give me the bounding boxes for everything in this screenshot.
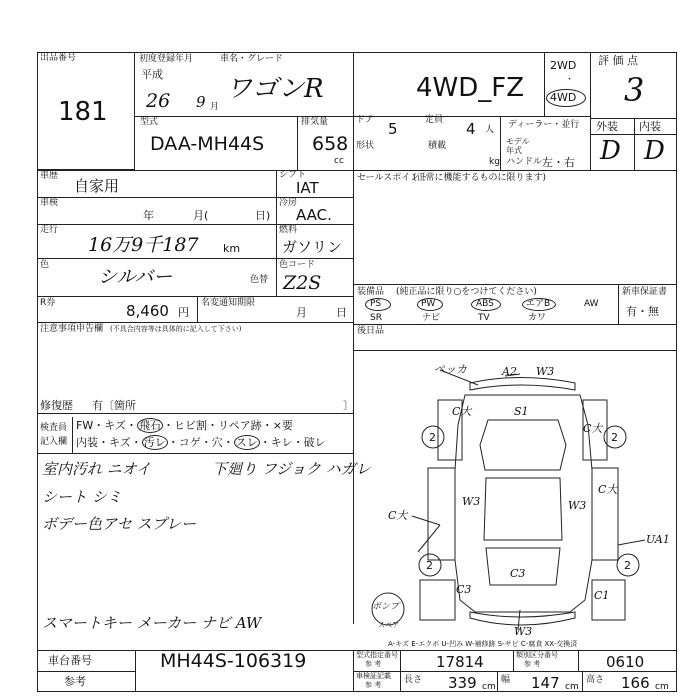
mark-2-lf: 2 bbox=[429, 431, 436, 444]
mark-spare: スペア bbox=[378, 621, 399, 629]
type-cert-value: 17814 bbox=[436, 653, 484, 671]
equip-sr: SR bbox=[370, 313, 382, 323]
cert-label: 車検証記載 bbox=[356, 672, 391, 680]
shape-label: 形状 bbox=[356, 141, 375, 151]
inspector-note-3: ボデー色アセ スプレー bbox=[42, 515, 197, 533]
repair-close: 〕 bbox=[343, 399, 354, 412]
name-label: 車名・グレード bbox=[220, 54, 284, 64]
mark-pekka: ペッカ bbox=[434, 363, 467, 376]
length-value: 339 bbox=[448, 674, 477, 692]
equip-aw: AW bbox=[584, 299, 599, 309]
class-sub: 参 考 bbox=[524, 660, 541, 668]
class-value: 0610 bbox=[606, 653, 645, 671]
aircon-label: 冷房 bbox=[279, 198, 298, 208]
mileage-value: 16万9千187 bbox=[88, 234, 199, 256]
mark-c3-center: C3 bbox=[510, 567, 526, 580]
drive-4wd: 4WD bbox=[550, 91, 577, 104]
car-name: ワゴンR bbox=[226, 74, 324, 104]
model-year-label2: 年式 bbox=[506, 146, 522, 155]
model-label: 型式 bbox=[140, 117, 159, 127]
type-cert-sub: 参 考 bbox=[365, 660, 382, 668]
length-unit: cm bbox=[482, 682, 496, 692]
check-scuff: スレ bbox=[235, 436, 258, 449]
chassis-value: MH44S-106319 bbox=[160, 650, 307, 672]
mark-w3-left: W3 bbox=[462, 495, 481, 508]
handle-label: ハンドル bbox=[506, 157, 543, 167]
warranty-value: 有・無 bbox=[626, 305, 659, 318]
shift-value: IAT bbox=[296, 179, 319, 197]
grade: 4WD_FZ bbox=[416, 73, 525, 103]
mark-c-right-front: C大 bbox=[583, 422, 603, 435]
equip-abs: ABS bbox=[476, 299, 494, 309]
disp-label: 排気量 bbox=[301, 117, 329, 127]
mark-pump: ポンプ bbox=[372, 602, 400, 612]
inspection-label: 車検 bbox=[40, 198, 59, 208]
fuel-label: 燃料 bbox=[279, 225, 298, 235]
era: 平成 bbox=[141, 68, 163, 81]
exterior-grade: D bbox=[600, 136, 621, 166]
handle-value: 左・右 bbox=[542, 156, 575, 169]
inspector-note-1: 室内汚れ ニオイ bbox=[42, 460, 152, 478]
interior-grade: D bbox=[644, 136, 665, 166]
disp-value: 658 bbox=[312, 133, 349, 155]
equip-airbag: エアB bbox=[526, 299, 551, 309]
selling-points-sub: (正常に機能するものに限ります) bbox=[413, 173, 547, 183]
width-label: 幅 bbox=[501, 675, 511, 685]
cap-label: 定員 bbox=[425, 115, 444, 125]
inspector-note-4: 下廻り フジョク ハガレ bbox=[212, 460, 371, 478]
equip-tv: TV bbox=[478, 313, 490, 323]
interior-label: 内装 bbox=[639, 120, 661, 133]
mark-ua1: UA1 bbox=[646, 533, 670, 546]
mark-c-right-mid: C大 bbox=[598, 483, 618, 496]
later-installed-label: 後日品 bbox=[357, 326, 385, 336]
cert-sub: 参 考 bbox=[365, 681, 382, 689]
reg-year: 26 bbox=[146, 90, 171, 112]
name-change-month: 月 bbox=[296, 306, 307, 319]
shift-label: シフト bbox=[279, 170, 307, 180]
mileage-label: 走行 bbox=[40, 225, 59, 235]
inspector-note-5: スマートキー メーカー ナビ AW bbox=[42, 614, 262, 632]
repair-value: 有〔箇所 bbox=[92, 399, 136, 412]
usage-value: 自家用 bbox=[74, 177, 120, 195]
color-code-label: 色コード bbox=[279, 260, 316, 270]
fuel-value: ガソリン bbox=[282, 238, 343, 256]
damage-legend: A-キズ E-エクボ U-凹み W-補修跡 S-サビ C-腐食 XX-交換済 bbox=[388, 640, 578, 648]
lot-label: 出品番号 bbox=[40, 53, 77, 63]
color-change-label: 色替 bbox=[250, 275, 269, 285]
reg-label: 初度登録年月 bbox=[139, 54, 194, 64]
equipment-sub: (純正品に限り○をつけてください) bbox=[396, 287, 537, 297]
model-value: DAA-MH44S bbox=[150, 133, 265, 155]
mark-c3-left: C3 bbox=[456, 583, 472, 596]
width-unit: cm bbox=[565, 682, 579, 692]
width-value: 147 bbox=[531, 674, 560, 692]
mark-c1-right: C1 bbox=[594, 589, 610, 602]
name-change-day: 日 bbox=[336, 306, 347, 319]
selling-points-label: セールスポイント bbox=[357, 173, 429, 183]
color-code: Z2S bbox=[283, 272, 322, 294]
equip-pw: PW bbox=[421, 299, 436, 309]
mark-2-lr: 2 bbox=[426, 559, 433, 572]
mark-2-rf: 2 bbox=[611, 431, 618, 444]
reg-month: 9 bbox=[196, 93, 206, 111]
equipment-label: 装備品 bbox=[357, 287, 385, 297]
mark-w3-right: W3 bbox=[568, 499, 587, 512]
mark-2-rr: 2 bbox=[624, 559, 631, 572]
height-unit: cm bbox=[655, 682, 669, 692]
lot-number: 181 bbox=[58, 97, 108, 127]
equip-navi: ナビ bbox=[422, 313, 441, 323]
recycle-value: 8,460 bbox=[126, 302, 169, 320]
length-label: 長さ bbox=[404, 675, 423, 685]
cap-unit: 人 bbox=[485, 125, 495, 135]
mark-w3-rear: W3 bbox=[514, 625, 533, 638]
mileage-unit: km bbox=[223, 242, 241, 255]
check-dirty: 汚レ bbox=[143, 436, 166, 449]
door-value: 5 bbox=[388, 120, 398, 138]
inspection-month: 月( bbox=[193, 209, 209, 222]
dealer-label: ディーラー・並行 bbox=[508, 120, 580, 130]
chassis-ref: 参考 bbox=[64, 675, 86, 688]
notes-label: 注意事項申告欄 bbox=[40, 324, 104, 334]
cap-value: 4 bbox=[466, 120, 476, 138]
load-label: 積載 bbox=[428, 141, 447, 151]
door-label: ドア bbox=[356, 115, 374, 125]
check-label-1: 検査員 bbox=[40, 423, 68, 433]
check-row-2: 内装・キズ・ 汚レ ・コゲ・穴・ スレ ・キレ・破レ bbox=[76, 436, 326, 449]
disp-unit: cc bbox=[334, 156, 344, 166]
equip-leather: カワ bbox=[528, 313, 547, 323]
mark-w3-front: W3 bbox=[536, 365, 555, 378]
kg-unit: kg bbox=[489, 157, 500, 167]
usage-label: 車歴 bbox=[40, 171, 59, 181]
check-stone: 飛石 bbox=[139, 419, 161, 432]
warranty-label: 新車保証書 bbox=[622, 287, 668, 297]
inspection-year: 年 bbox=[143, 209, 154, 222]
month-unit: 月 bbox=[210, 102, 220, 112]
exterior-label: 外装 bbox=[596, 120, 618, 133]
repair-label: 修復歴 bbox=[40, 399, 73, 412]
score: 3 bbox=[624, 71, 645, 109]
notes-sub: (不具合内容等は具体的に記入して下さい) bbox=[110, 325, 242, 333]
type-cert-label: 型式指定番号 bbox=[356, 651, 398, 659]
equip-ps: PS bbox=[370, 299, 382, 309]
chassis-label: 車台番号 bbox=[48, 654, 92, 667]
color-label: 色 bbox=[40, 260, 50, 270]
name-change-label: 名変通知期限 bbox=[201, 298, 256, 308]
inspection-day: 日) bbox=[255, 209, 271, 222]
aircon-value: AAC. bbox=[296, 206, 332, 224]
mark-c-left-side: C大 bbox=[388, 509, 408, 522]
check-label-2: 記入欄 bbox=[40, 437, 68, 447]
recycle-unit: 円 bbox=[178, 306, 189, 319]
mark-a2: A2 bbox=[502, 365, 517, 378]
class-label: 類別区分番号 bbox=[516, 651, 558, 659]
height-value: 166 bbox=[621, 674, 650, 692]
mark-c-left-front: C大 bbox=[452, 405, 472, 418]
score-label: 評 価 点 bbox=[598, 54, 638, 67]
drive-2wd: 2WD bbox=[550, 59, 577, 72]
height-label: 高さ bbox=[586, 675, 605, 685]
mark-s1: S1 bbox=[514, 405, 529, 418]
model-year-label1: モデル bbox=[506, 137, 530, 146]
recycle-label: R券 bbox=[40, 298, 56, 308]
color-value: シルバー bbox=[98, 266, 173, 288]
inspector-note-2: シート シミ bbox=[42, 488, 122, 506]
check-row-1: FW・キズ・ 飛石 ・ヒビ割・リペア跡・×要 bbox=[76, 419, 293, 432]
